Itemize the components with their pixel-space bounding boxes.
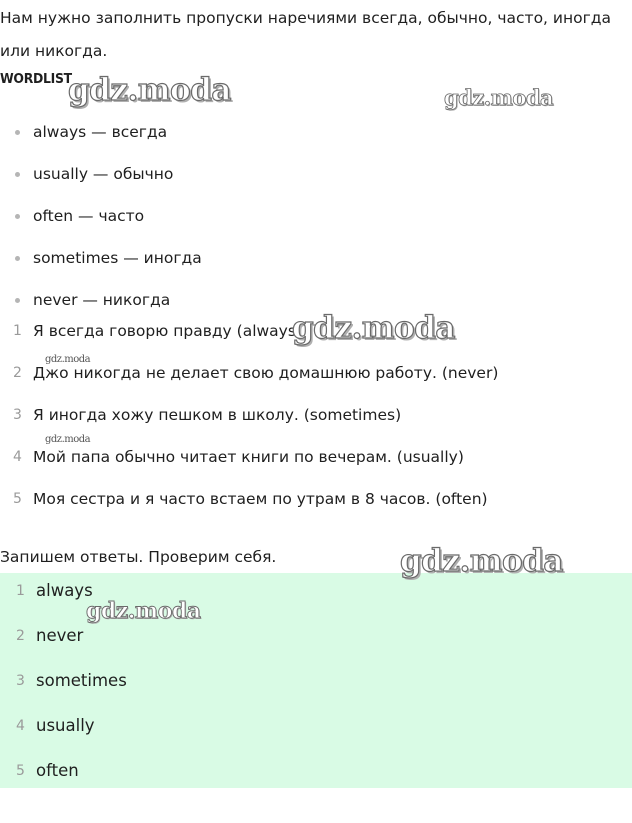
answer-text: sometimes xyxy=(36,671,127,690)
answer-number: 1 xyxy=(16,583,25,599)
wordlist-item-text: usually — обычно xyxy=(33,165,174,183)
answer-text: never xyxy=(36,626,84,645)
watermark: gdz.moda xyxy=(400,543,563,579)
task-number: 1 xyxy=(13,323,22,339)
wordlist-item-text: always — всегда xyxy=(33,123,168,141)
task-number: 5 xyxy=(13,491,22,507)
bullet-icon xyxy=(15,214,20,219)
answer-number: 3 xyxy=(16,673,25,689)
wordlist-item-text: sometimes — иногда xyxy=(33,249,202,267)
answer-text: always xyxy=(36,581,93,600)
answer-text: usually xyxy=(36,716,95,735)
bullet-icon xyxy=(15,298,20,303)
task-number: 3 xyxy=(13,407,22,423)
watermark: gdz.moda xyxy=(292,310,455,346)
task-number: 4 xyxy=(13,449,22,465)
watermark: gdz.moda xyxy=(68,72,231,108)
answer-number: 5 xyxy=(16,763,25,779)
task-text: Я иногда хожу пешком в школу. (sometimes) xyxy=(33,406,402,424)
task-text: Джо никогда не делает свою домашнюю работу. (never) xyxy=(33,364,499,382)
wordlist-item-text: often — часто xyxy=(33,207,145,225)
task-text: Я всегда говорю правду (always) xyxy=(33,322,302,340)
task-text: Мой папа обычно читает книги по вечерам. (usually) xyxy=(33,448,464,466)
answer-number: 4 xyxy=(16,718,25,734)
wordlist-heading: WORDLIST xyxy=(0,71,72,87)
watermark: gdz.moda xyxy=(86,598,201,624)
watermark: gdz.moda xyxy=(45,434,91,445)
task-text: Моя сестра и я часто встаем по утрам в 8 часов. (often) xyxy=(33,490,488,508)
task-number: 2 xyxy=(13,365,22,381)
answer-number: 2 xyxy=(16,628,25,644)
answer-text: often xyxy=(36,761,79,780)
bullet-icon xyxy=(15,256,20,261)
bullet-icon xyxy=(15,172,20,177)
intro-text: Нам нужно заполнить пропуски наречиями всегда, обычно, часто, иногда или никогда. xyxy=(0,9,611,60)
bullet-icon xyxy=(15,130,20,135)
watermark: gdz.moda xyxy=(444,85,554,110)
wordlist-item-text: never — никогда xyxy=(33,291,171,309)
check-intro-text: Запишем ответы. Проверим себя. xyxy=(0,548,277,566)
watermark: gdz.moda xyxy=(45,354,91,365)
